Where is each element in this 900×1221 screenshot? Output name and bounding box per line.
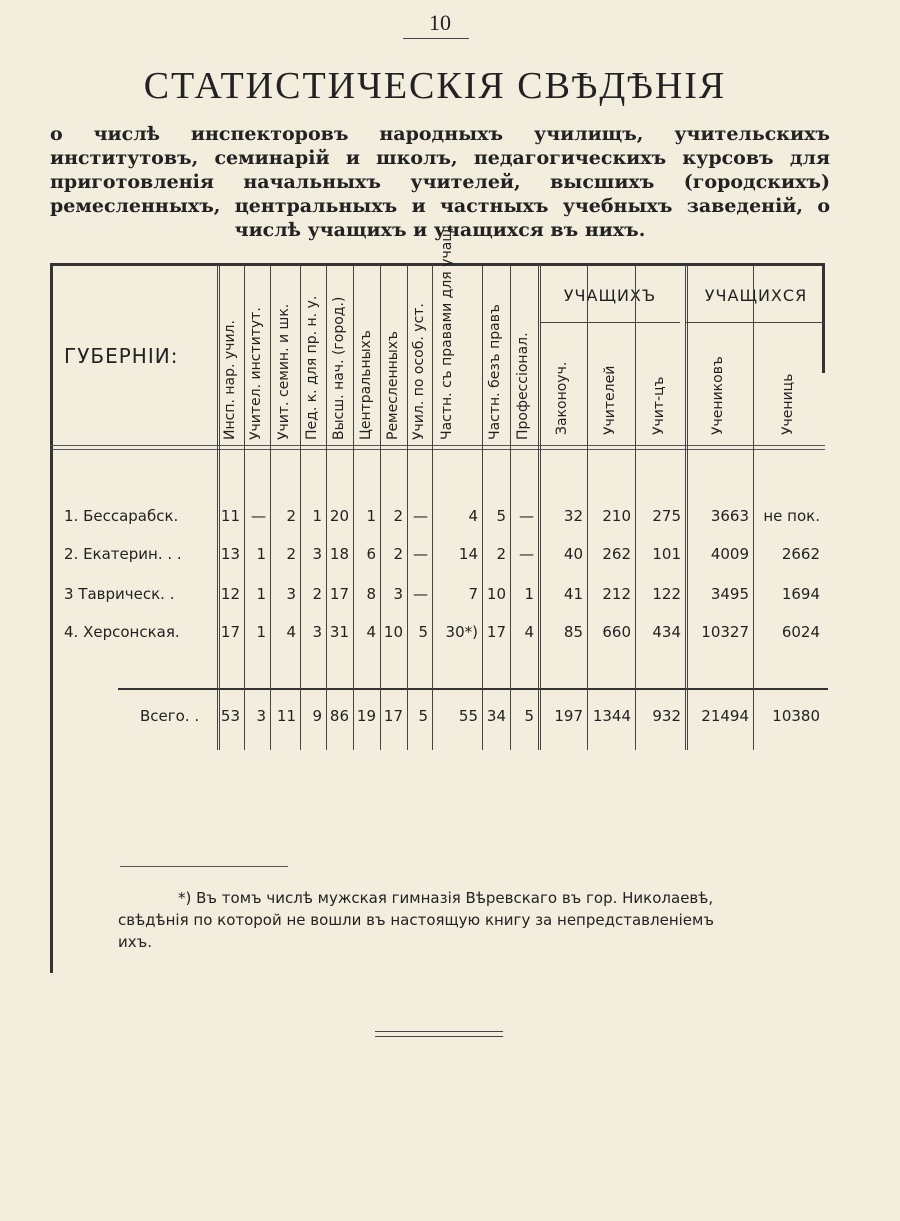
- table-row-cell: 11: [220, 507, 240, 525]
- table-row-cell: 6: [366, 545, 376, 563]
- column-header: Законоуч.: [553, 361, 570, 435]
- table-row-cell: 4: [366, 623, 376, 641]
- table-row-cell: 4: [286, 623, 296, 641]
- table-row-cell: 4: [524, 623, 534, 641]
- table-row-cell: 3663: [710, 507, 749, 525]
- total-row-name: Всего. .: [140, 707, 200, 725]
- table-row-cell: 13: [220, 545, 240, 563]
- column-header: Учил. по особ. уст.: [410, 303, 427, 440]
- table-row-cell: 2: [286, 507, 296, 525]
- table-row-cell: 85: [563, 623, 583, 641]
- table-row-cell: 12: [220, 585, 240, 603]
- total-row-cell: 11: [276, 707, 296, 725]
- table-row-cell: 275: [652, 507, 681, 525]
- total-row-cell: 9: [312, 707, 322, 725]
- table-row-cell: 17: [329, 585, 349, 603]
- total-row-cell: 17: [383, 707, 403, 725]
- table-row-cell: —: [519, 545, 534, 563]
- gubernii-label: ГУБЕРНІИ:: [64, 344, 179, 368]
- table-row-cell: —: [519, 507, 534, 525]
- column-header: Учител. институт.: [248, 307, 264, 440]
- table-row-name: 1. Бессарабск.: [64, 507, 179, 525]
- table-row-cell: 30*): [445, 623, 478, 641]
- header-rule: [50, 449, 825, 450]
- table-row-name: 3 Таврическ. .: [64, 585, 175, 603]
- table-row-cell: 17: [220, 623, 240, 641]
- table-row-cell: 17: [486, 623, 506, 641]
- table-row-cell: 3: [312, 545, 322, 563]
- table-row-cell: 660: [602, 623, 631, 641]
- total-row-cell: 5: [418, 707, 428, 725]
- table-row-cell: 434: [652, 623, 681, 641]
- table-row-cell: 1694: [781, 585, 820, 603]
- table-row-cell: 32: [563, 507, 583, 525]
- table-row-cell: 3: [312, 623, 322, 641]
- column-header: Учителей: [602, 365, 618, 435]
- table-row-cell: 14: [458, 545, 478, 563]
- column-header: Частн. съ правами для учащ.: [439, 224, 455, 440]
- table-row-cell: 6024: [781, 623, 820, 641]
- footnote-rule: [120, 866, 288, 867]
- table-row-cell: 4: [468, 507, 478, 525]
- group-separator: [686, 322, 824, 325]
- table-row-cell: 1: [256, 585, 266, 603]
- table-row-cell: 4009: [710, 545, 749, 563]
- table-row-cell: 1: [256, 623, 266, 641]
- total-row-cell: 53: [220, 707, 240, 725]
- table-row-cell: 2: [286, 545, 296, 563]
- table-row-cell: 262: [602, 545, 631, 563]
- total-row-cell: 34: [486, 707, 506, 725]
- table-row-cell: —: [413, 545, 428, 563]
- total-row-cell: 19: [356, 707, 376, 725]
- table-row-cell: 2662: [781, 545, 820, 563]
- table-row-cell: 1: [256, 545, 266, 563]
- table-row-cell: 20: [329, 507, 349, 525]
- group-head-uchashchikh: УЧАЩИХЪ: [563, 286, 657, 305]
- table-row-cell: —: [251, 507, 266, 525]
- table-row-cell: 101: [652, 545, 681, 563]
- column-header: Профессіонал.: [515, 332, 531, 440]
- column-header: Ремесленныхъ: [384, 330, 401, 440]
- group-head-uchashchikhsya: УЧАЩИХСЯ: [704, 286, 808, 305]
- bottom-ornament-rule: [375, 1031, 503, 1032]
- table-row-cell: 2: [393, 545, 403, 563]
- table-row-cell: 10: [486, 585, 506, 603]
- table-row-cell: 2: [496, 545, 506, 563]
- total-row-cell: 21494: [701, 707, 749, 725]
- column-header: Центральныхъ: [357, 330, 374, 440]
- table-row-cell: 210: [602, 507, 631, 525]
- table-row-cell: 5: [418, 623, 428, 641]
- table-row-cell: 3495: [710, 585, 749, 603]
- table-row-cell: 10327: [701, 623, 749, 641]
- footnote: *) Въ томъ числѣ мужская гимназія Вѣревскаго въ гор. Николаевѣ, свѣдѣнія по которой не вошли въ настоящую книгу за непредставленіемъ ихъ.: [118, 889, 714, 951]
- table-row-name: 2. Екатерин. . .: [64, 545, 182, 563]
- total-row-cell: 197: [554, 707, 583, 725]
- frame-top: [50, 263, 825, 266]
- table-row-cell: —: [413, 585, 428, 603]
- table-row-cell: 40: [563, 545, 583, 563]
- table-row-cell: 1: [366, 507, 376, 525]
- table-row-cell: 18: [329, 545, 349, 563]
- table-row-name: 4. Херсонская.: [64, 623, 180, 641]
- table-row-cell: 41: [563, 585, 583, 603]
- total-row-cell: 55: [458, 707, 478, 725]
- total-row-cell: 86: [329, 707, 349, 725]
- table-row-cell: 8: [366, 585, 376, 603]
- table-row-cell: 2: [312, 585, 322, 603]
- table-row-cell: 5: [496, 507, 506, 525]
- column-header: Учит. семин. и шк.: [276, 303, 292, 440]
- total-row-cell: 932: [652, 707, 681, 725]
- table-row-cell: 122: [652, 585, 681, 603]
- table-row-cell: 3: [286, 585, 296, 603]
- frame-left: [50, 263, 53, 973]
- column-header: Учениковъ: [710, 356, 726, 435]
- table-row-cell: 7: [468, 585, 478, 603]
- table-row-cell: —: [413, 507, 428, 525]
- page-number-rule: [403, 38, 469, 39]
- table-row-cell: 31: [329, 623, 349, 641]
- column-header: Высш. нач. (город.): [330, 296, 347, 440]
- table-row-cell: 212: [602, 585, 631, 603]
- total-row-cell: 3: [256, 707, 266, 725]
- table-row-cell: 1: [312, 507, 322, 525]
- frame-right: [822, 263, 825, 373]
- header-rule: [50, 445, 825, 446]
- total-row-cell: 1344: [592, 707, 631, 725]
- table-row-cell: 1: [524, 585, 534, 603]
- column-header: Учит-цъ: [651, 376, 667, 435]
- column-header: Пед. к. для пр. н. у.: [304, 295, 320, 440]
- column-header: Частн. безъ правъ: [487, 304, 503, 440]
- total-row-cell: 10380: [772, 707, 820, 725]
- page-number: 10: [429, 10, 451, 35]
- bottom-ornament-rule: [375, 1036, 503, 1037]
- column-header: Учениць: [779, 373, 796, 435]
- group-separator: [540, 322, 680, 325]
- table-row-cell: не пок.: [763, 507, 820, 525]
- table-row-cell: 3: [393, 585, 403, 603]
- table-row-cell: 2: [393, 507, 403, 525]
- table-row-cell: 10: [383, 623, 403, 641]
- total-rule: [118, 688, 828, 690]
- total-row-cell: 5: [524, 707, 534, 725]
- column-header: Инсп. нар. учил.: [221, 320, 238, 440]
- page-title: СТАТИСТИЧЕСКІЯ СВѢДѢНІЯ: [143, 65, 727, 107]
- subtitle: о числѣ инспекторовъ народныхъ училищъ, учительскихъ институтовъ, семинарій и школъ, педагогическихъ курсовъ для приготовленія начальныхъ учителей, высшихъ (городскихъ) ремесленныхъ, центральныхъ и частныхъ учебныхъ заведеній, о числѣ учащихъ и учащихся въ нихъ.: [50, 123, 830, 241]
